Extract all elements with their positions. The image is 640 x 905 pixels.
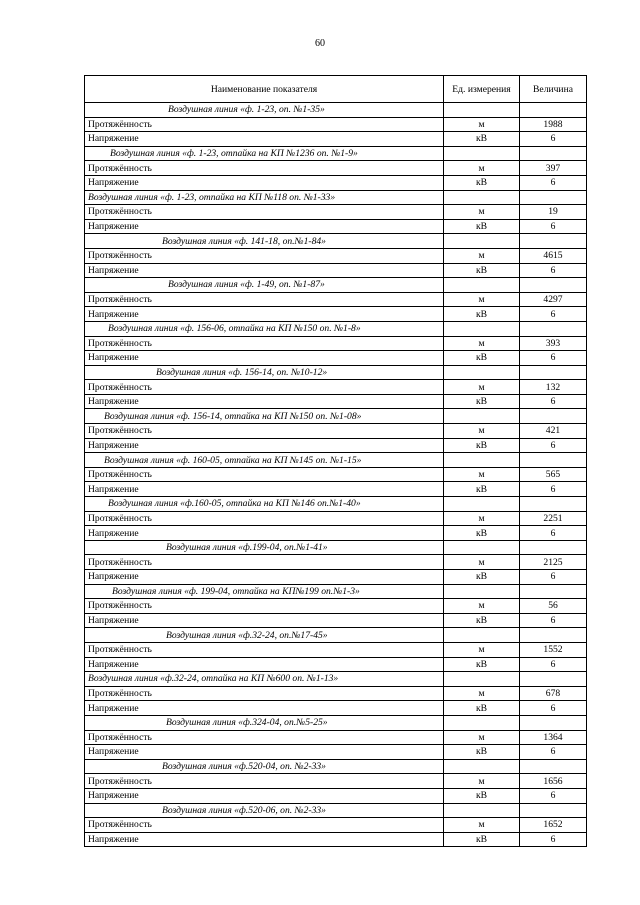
section-title-text: Воздушная линия «ф.160-05, отпайка на КП №146 оп.№1-40» xyxy=(108,498,361,510)
section-title-text: Воздушная линия «ф. 199-04, отпайка на КП№199 оп.№1-3» xyxy=(112,585,360,597)
unit-cell: м xyxy=(444,555,520,570)
empty-cell xyxy=(520,759,587,774)
section-title xyxy=(85,190,444,205)
unit-cell: м xyxy=(444,467,520,482)
section-title-text: Воздушная линия «ф.32-24, оп.№17-45» xyxy=(166,629,328,641)
indicator-cell: Протяжённость xyxy=(85,730,444,745)
value-cell: 1552 xyxy=(520,642,587,657)
table-row xyxy=(85,482,587,497)
table-row xyxy=(85,686,587,701)
empty-cell xyxy=(520,584,587,599)
unit-cell: кВ xyxy=(444,132,520,147)
empty-cell xyxy=(444,103,520,118)
indicator-cell: Протяжённость xyxy=(85,642,444,657)
unit-cell: кВ xyxy=(444,263,520,278)
unit-cell: кВ xyxy=(444,351,520,366)
indicator-cell: Протяжённость xyxy=(85,511,444,526)
unit-cell: кВ xyxy=(444,307,520,322)
indicator-cell: Протяжённость xyxy=(85,292,444,307)
value-cell: 6 xyxy=(520,613,587,628)
indicators-table xyxy=(84,75,587,847)
section-title-text: Воздушная линия «ф. 156-06, отпайка на КП №150 оп. №1-8» xyxy=(108,323,361,335)
section-title-text: Воздушная линия «ф. 1-23, отпайка на КП №1236 оп. №1-9» xyxy=(110,148,358,160)
unit-cell: м xyxy=(444,292,520,307)
empty-cell xyxy=(520,321,587,336)
table-row xyxy=(85,599,587,614)
value-cell: 6 xyxy=(520,394,587,409)
value-cell: 6 xyxy=(520,175,587,190)
value-cell: 6 xyxy=(520,526,587,541)
unit-cell: м xyxy=(444,424,520,439)
section-title xyxy=(85,672,444,687)
section-title-text: Воздушная линия «ф.32-24, отпайка на КП №600 оп. №1-13» xyxy=(88,673,339,685)
indicator-cell: Напряжение xyxy=(85,132,444,147)
section-title-text: Воздушная линия «ф.199-04, оп.№1-41» xyxy=(166,542,328,554)
empty-cell xyxy=(444,672,520,687)
unit-cell: кВ xyxy=(444,832,520,847)
section-title xyxy=(85,803,444,818)
indicator-cell: Напряжение xyxy=(85,832,444,847)
value-cell: 6 xyxy=(520,263,587,278)
unit-cell: м xyxy=(444,774,520,789)
empty-cell xyxy=(520,103,587,118)
empty-cell xyxy=(444,278,520,293)
section-title xyxy=(85,103,444,118)
indicator-cell: Протяжённость xyxy=(85,248,444,263)
table-row xyxy=(85,205,587,220)
empty-cell xyxy=(520,453,587,468)
section-row xyxy=(85,540,587,555)
table-row xyxy=(85,175,587,190)
indicator-cell: Протяжённость xyxy=(85,555,444,570)
table-row xyxy=(85,351,587,366)
unit-cell: м xyxy=(444,818,520,833)
table-row xyxy=(85,832,587,847)
value-cell: 4297 xyxy=(520,292,587,307)
value-cell: 565 xyxy=(520,467,587,482)
empty-cell xyxy=(444,759,520,774)
indicator-cell: Напряжение xyxy=(85,613,444,628)
value-cell: 2125 xyxy=(520,555,587,570)
section-row xyxy=(85,321,587,336)
value-cell: 393 xyxy=(520,336,587,351)
value-cell: 6 xyxy=(520,570,587,585)
table-row xyxy=(85,745,587,760)
unit-cell: кВ xyxy=(444,570,520,585)
section-row xyxy=(85,759,587,774)
section-title xyxy=(85,540,444,555)
unit-cell: кВ xyxy=(444,175,520,190)
value-cell: 1364 xyxy=(520,730,587,745)
table-row xyxy=(85,424,587,439)
table-row xyxy=(85,570,587,585)
section-row xyxy=(85,803,587,818)
table-row xyxy=(85,657,587,672)
table-row xyxy=(85,336,587,351)
section-title-text: Воздушная линия «ф. 156-14, отпайка на КП №150 оп. №1-08» xyxy=(104,410,362,422)
indicator-cell: Протяжённость xyxy=(85,686,444,701)
table-row xyxy=(85,292,587,307)
table-row xyxy=(85,555,587,570)
indicator-cell: Протяжённость xyxy=(85,161,444,176)
header-indicator-name: Наименование показателя xyxy=(85,76,444,103)
unit-cell: м xyxy=(444,380,520,395)
indicator-cell: Напряжение xyxy=(85,351,444,366)
section-row xyxy=(85,365,587,380)
indicator-cell: Протяжённость xyxy=(85,599,444,614)
table-row xyxy=(85,263,587,278)
section-title xyxy=(85,146,444,161)
empty-cell xyxy=(444,146,520,161)
value-cell: 56 xyxy=(520,599,587,614)
unit-cell: кВ xyxy=(444,788,520,803)
empty-cell xyxy=(520,715,587,730)
indicator-cell: Напряжение xyxy=(85,657,444,672)
empty-cell xyxy=(520,628,587,643)
value-cell: 19 xyxy=(520,205,587,220)
unit-cell: кВ xyxy=(444,526,520,541)
section-row xyxy=(85,146,587,161)
section-title-text: Воздушная линия «ф. 141-18, оп.№1-84» xyxy=(162,235,326,247)
table-row xyxy=(85,701,587,716)
indicator-cell: Напряжение xyxy=(85,482,444,497)
unit-cell: м xyxy=(444,205,520,220)
empty-cell xyxy=(520,672,587,687)
section-title xyxy=(85,628,444,643)
value-cell: 678 xyxy=(520,686,587,701)
section-row xyxy=(85,497,587,512)
indicator-cell: Напряжение xyxy=(85,526,444,541)
unit-cell: кВ xyxy=(444,613,520,628)
unit-cell: м xyxy=(444,161,520,176)
empty-cell xyxy=(520,190,587,205)
empty-cell xyxy=(520,278,587,293)
table-row xyxy=(85,394,587,409)
indicator-cell: Протяжённость xyxy=(85,818,444,833)
value-cell: 1656 xyxy=(520,774,587,789)
value-cell: 1988 xyxy=(520,117,587,132)
section-title xyxy=(85,278,444,293)
section-title xyxy=(85,453,444,468)
table-row xyxy=(85,511,587,526)
unit-cell: м xyxy=(444,599,520,614)
value-cell: 6 xyxy=(520,351,587,366)
header-unit: Ед. измерения xyxy=(444,76,520,103)
empty-cell xyxy=(444,234,520,249)
value-cell: 6 xyxy=(520,219,587,234)
unit-cell: м xyxy=(444,686,520,701)
indicator-cell: Протяжённость xyxy=(85,336,444,351)
indicator-cell: Напряжение xyxy=(85,788,444,803)
indicator-cell: Протяжённость xyxy=(85,774,444,789)
indicator-cell: Напряжение xyxy=(85,307,444,322)
unit-cell: кВ xyxy=(444,701,520,716)
value-cell: 6 xyxy=(520,657,587,672)
table-row xyxy=(85,467,587,482)
unit-cell: кВ xyxy=(444,394,520,409)
empty-cell xyxy=(444,628,520,643)
section-title-text: Воздушная линия «ф.520-06, оп. №2-33» xyxy=(162,804,326,816)
indicator-cell: Напряжение xyxy=(85,438,444,453)
section-row xyxy=(85,628,587,643)
unit-cell: м xyxy=(444,642,520,657)
value-cell: 1652 xyxy=(520,818,587,833)
value-cell: 4615 xyxy=(520,248,587,263)
table-row xyxy=(85,438,587,453)
header-value: Величина xyxy=(520,76,587,103)
value-cell: 6 xyxy=(520,482,587,497)
value-cell: 397 xyxy=(520,161,587,176)
indicator-cell: Протяжённость xyxy=(85,380,444,395)
table-row xyxy=(85,730,587,745)
empty-cell xyxy=(520,146,587,161)
unit-cell: кВ xyxy=(444,657,520,672)
empty-cell xyxy=(444,803,520,818)
table-row xyxy=(85,161,587,176)
empty-cell xyxy=(444,409,520,424)
table-row xyxy=(85,380,587,395)
value-cell: 6 xyxy=(520,307,587,322)
indicator-cell: Протяжённость xyxy=(85,117,444,132)
empty-cell xyxy=(444,584,520,599)
indicator-cell: Напряжение xyxy=(85,175,444,190)
table-row xyxy=(85,613,587,628)
empty-cell xyxy=(444,453,520,468)
value-cell: 2251 xyxy=(520,511,587,526)
table-row xyxy=(85,788,587,803)
section-row xyxy=(85,409,587,424)
value-cell: 6 xyxy=(520,438,587,453)
table-row xyxy=(85,117,587,132)
section-title-text: Воздушная линия «ф. 156-14, оп. №10-12» xyxy=(156,366,328,378)
empty-cell xyxy=(444,715,520,730)
section-row xyxy=(85,453,587,468)
section-row xyxy=(85,584,587,599)
section-title xyxy=(85,409,444,424)
table-row xyxy=(85,526,587,541)
table-row xyxy=(85,219,587,234)
indicator-cell: Протяжённость xyxy=(85,205,444,220)
unit-cell: м xyxy=(444,336,520,351)
empty-cell xyxy=(520,409,587,424)
unit-cell: м xyxy=(444,730,520,745)
indicator-cell: Напряжение xyxy=(85,394,444,409)
indicator-cell: Протяжённость xyxy=(85,424,444,439)
section-row xyxy=(85,234,587,249)
table-row xyxy=(85,132,587,147)
page-number: 60 xyxy=(315,38,325,49)
unit-cell: кВ xyxy=(444,482,520,497)
empty-cell xyxy=(520,803,587,818)
table-body xyxy=(85,103,587,847)
section-title xyxy=(85,759,444,774)
value-cell: 6 xyxy=(520,701,587,716)
section-title-text: Воздушная линия «ф. 1-23, оп. №1-35» xyxy=(168,104,325,116)
indicator-cell: Напряжение xyxy=(85,701,444,716)
section-title-text: Воздушная линия «ф. 160-05, отпайка на КП №145 оп. №1-15» xyxy=(104,454,362,466)
unit-cell: кВ xyxy=(444,438,520,453)
section-title-text: Воздушная линия «ф.520-04, оп. №2-33» xyxy=(162,761,326,773)
indicator-cell: Напряжение xyxy=(85,745,444,760)
value-cell: 421 xyxy=(520,424,587,439)
table-header-row xyxy=(85,76,587,103)
indicator-cell: Протяжённость xyxy=(85,467,444,482)
empty-cell xyxy=(520,497,587,512)
indicator-cell: Напряжение xyxy=(85,570,444,585)
empty-cell xyxy=(444,497,520,512)
section-row xyxy=(85,190,587,205)
section-title xyxy=(85,321,444,336)
table-row xyxy=(85,774,587,789)
section-row xyxy=(85,103,587,118)
section-title-text: Воздушная линия «ф. 1-49, оп. №1-87» xyxy=(168,279,325,291)
section-row xyxy=(85,672,587,687)
table-row xyxy=(85,307,587,322)
unit-cell: м xyxy=(444,511,520,526)
empty-cell xyxy=(520,234,587,249)
value-cell: 132 xyxy=(520,380,587,395)
section-title xyxy=(85,365,444,380)
section-title xyxy=(85,715,444,730)
indicator-cell: Напряжение xyxy=(85,263,444,278)
empty-cell xyxy=(444,365,520,380)
unit-cell: м xyxy=(444,117,520,132)
section-row xyxy=(85,715,587,730)
section-title-text: Воздушная линия «ф. 1-23, отпайка на КП №118 оп. №1-33» xyxy=(88,191,336,203)
empty-cell xyxy=(444,321,520,336)
indicator-cell: Напряжение xyxy=(85,219,444,234)
section-title-text: Воздушная линия «ф.324-04, оп.№5-25» xyxy=(166,717,328,729)
section-row xyxy=(85,278,587,293)
empty-cell xyxy=(520,540,587,555)
section-title xyxy=(85,497,444,512)
table-row xyxy=(85,248,587,263)
value-cell: 6 xyxy=(520,745,587,760)
empty-cell xyxy=(444,190,520,205)
empty-cell xyxy=(444,540,520,555)
section-title xyxy=(85,234,444,249)
section-title xyxy=(85,584,444,599)
value-cell: 6 xyxy=(520,788,587,803)
unit-cell: м xyxy=(444,248,520,263)
value-cell: 6 xyxy=(520,132,587,147)
table-row xyxy=(85,818,587,833)
table-row xyxy=(85,642,587,657)
unit-cell: кВ xyxy=(444,745,520,760)
value-cell: 6 xyxy=(520,832,587,847)
unit-cell: кВ xyxy=(444,219,520,234)
empty-cell xyxy=(520,365,587,380)
